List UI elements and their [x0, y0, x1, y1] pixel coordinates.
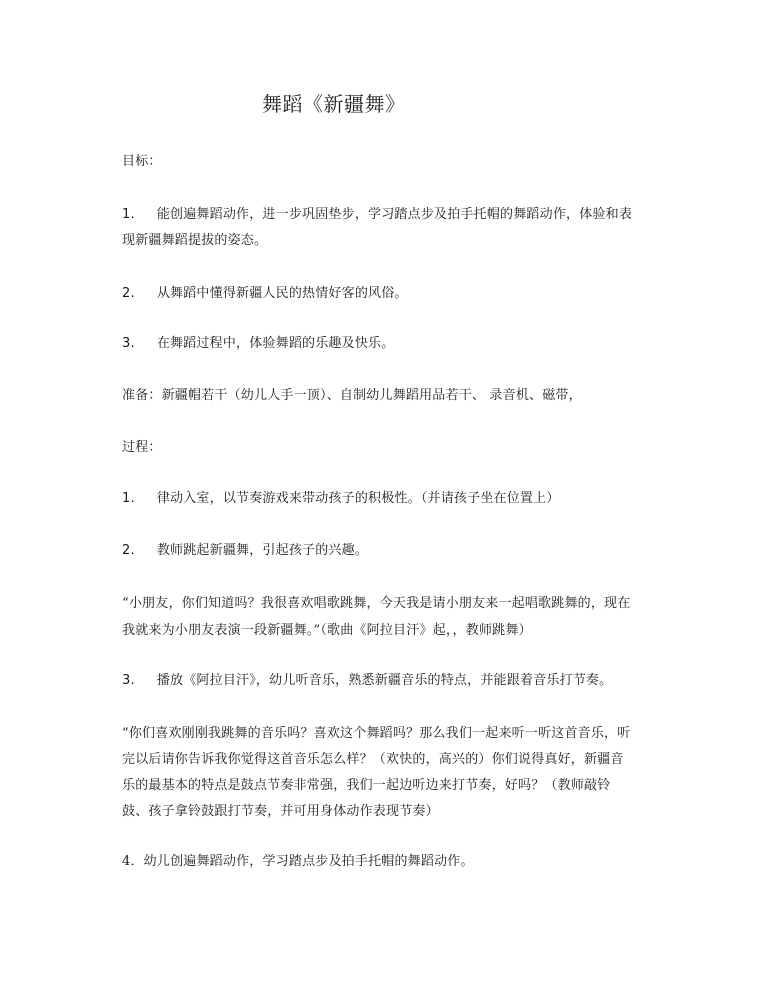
goal-text-1-line-1: 能创遍舞蹈动作，进一步巩固垫步，学习踏点步及拍手托帽的舞蹈动作，体验和表	[156, 207, 633, 222]
process-step-3	[122, 671, 612, 691]
process-step-4: 4．幼儿创遍舞蹈动作，学习踏点步及拍手托帽的舞蹈动作。	[122, 854, 474, 869]
step-text-2: 教师跳起新疆舞，引起孩子的兴趣。	[156, 543, 369, 558]
quote-2-line-2: 完以后请你告诉我你觉得这首音乐怎么样？（欢快的，高兴的）你们说得真好，新疆音	[122, 752, 624, 767]
goal-label: 目标：	[122, 154, 162, 169]
step-number-2: 2.	[122, 543, 135, 558]
goal-item-3	[122, 334, 394, 354]
process-label: 过程：	[122, 440, 162, 455]
quote-1-line-2: 我就来为小朋友表演一段新疆舞。”（歌曲《阿拉目汗》起，，教师跳舞）	[122, 623, 532, 638]
goal-text-3: 在舞蹈过程中，体验舞蹈的乐趣及快乐。	[156, 336, 395, 351]
goal-number-2: 2.	[122, 286, 135, 301]
goal-item-2	[122, 284, 408, 304]
goal-item-1	[122, 205, 632, 225]
step-text-3: 播放《阿拉目汗》，幼儿听音乐，熟悉新疆音乐的特点，并能跟着音乐打节奏。	[156, 673, 613, 688]
quote-2-line-4: 鼓、孩子拿铃鼓跟打节奏，并可用身体动作表现节奏）	[122, 804, 439, 819]
step-number-1: 1.	[122, 491, 135, 506]
document-title: 舞蹈《新疆舞》	[262, 92, 406, 116]
quote-2-line-3: 乐的最基本的特点是鼓点节奏非常强，我们一起边听边来打节奏，好吗？（教师敲铃	[122, 778, 611, 793]
step-number-3: 3.	[122, 673, 135, 688]
process-step-1	[122, 489, 560, 509]
preparation-text: 准备：新疆帽若干（幼儿人手一顶）、自制幼儿舞蹈用品若干、 录音机、磁带，	[122, 388, 582, 403]
goal-item-1-continuation: 现新疆舞蹈提拔的姿态。	[122, 233, 268, 248]
step-text-1: 律动入室，以节奏游戏来带动孩子的积极性。（并请孩子坐在位置上）	[156, 491, 560, 506]
quote-1-line-1: “小朋友，你们知道吗？我很喜欢唱歌跳舞，今天我是请小朋友来一起唱歌跳舞的，现在	[122, 596, 631, 611]
goal-number-1: 1.	[122, 207, 135, 222]
quote-2-line-1: “你们喜欢刚刚我跳舞的音乐吗？喜欢这个舞蹈吗？那么我们一起来听一听这首音乐，听	[122, 726, 631, 741]
goal-number-3: 3.	[122, 336, 135, 351]
process-step-2	[122, 541, 368, 561]
goal-text-2: 从舞蹈中懂得新疆人民的热情好客的风俗。	[156, 286, 408, 301]
